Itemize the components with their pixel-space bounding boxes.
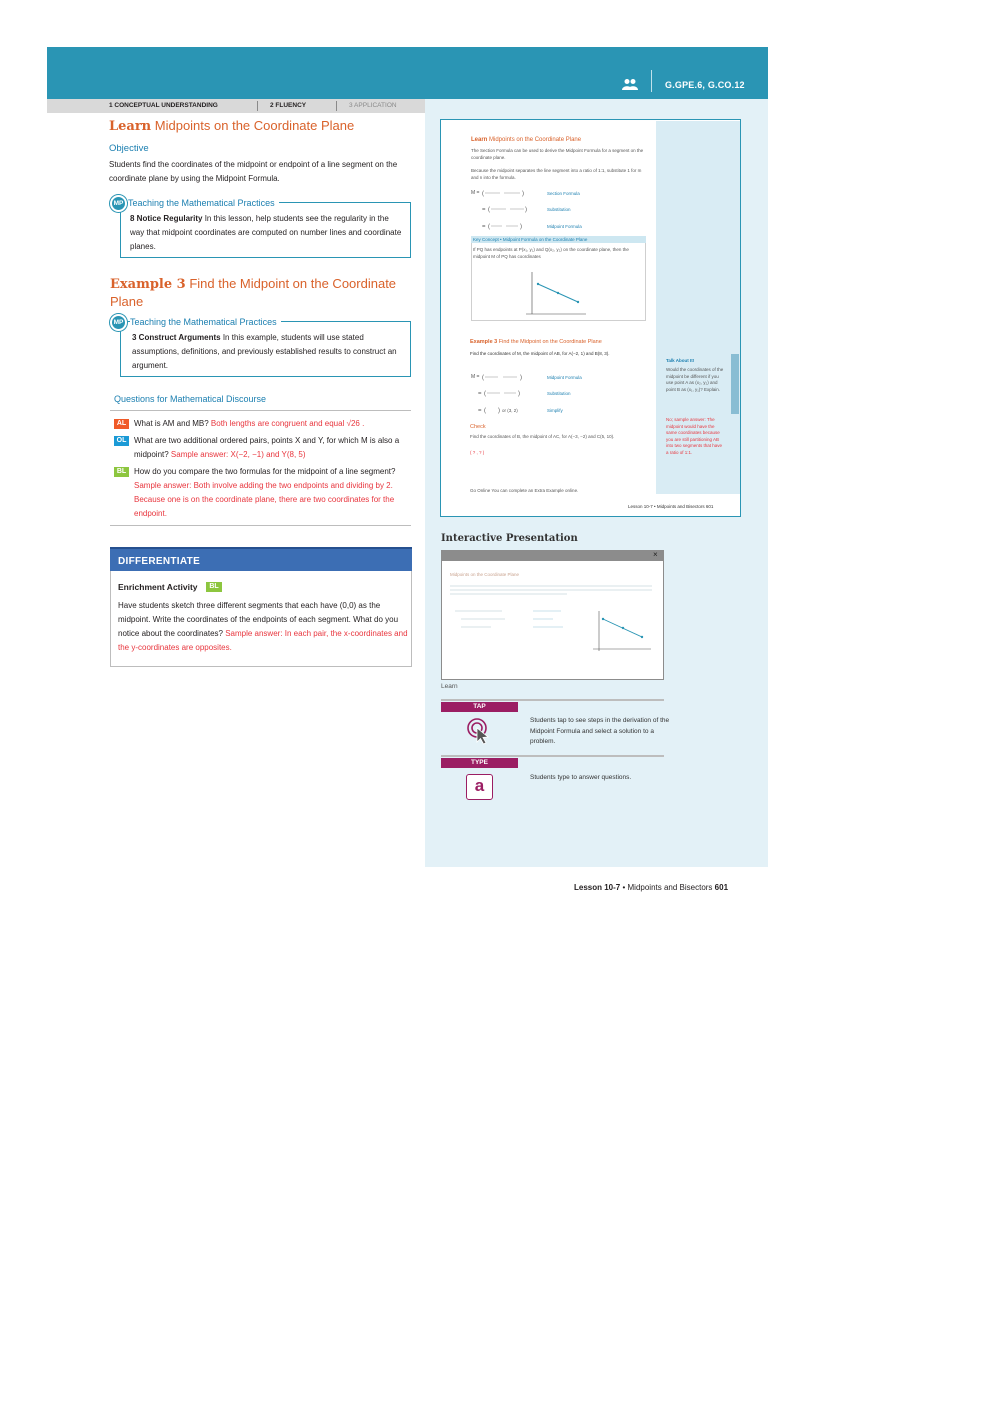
svg-text:(: (: [482, 375, 484, 381]
header-band: [47, 47, 768, 99]
thumb-intro: The Section Formula can be used to derive the Midpoint Formula for a segment on the coordinate plane.: [471, 148, 644, 160]
svg-text:): ): [518, 391, 520, 397]
rigor-bar: [47, 99, 425, 113]
divider: [110, 410, 411, 411]
thumb-step: Section Formula: [547, 191, 580, 196]
mp-title: Teaching the Mathematical Practices: [128, 198, 279, 208]
rigor-divider: [336, 101, 337, 111]
svg-text:M =: M =: [471, 374, 480, 380]
rigor-application: 3 APPLICATION: [349, 102, 397, 109]
tap-cursor-icon: [466, 717, 492, 745]
presentation-screen-title: Midpoints on the Coordinate Plane: [450, 572, 520, 577]
key-concept-text: If PQ has endpoints at P(x₁, y₁) and Q(x₂, y₂) on the coordinate plane, then the midpoint M of PQ has coordinates: [473, 247, 629, 259]
thumb-example-text: Find the coordinates of M, the midpoint of AB, for A(−2, 1) and B(8, 3).: [470, 351, 610, 356]
question-bl: How do you compare the two formulas for the midpoint of a line segment? Sample answer: Both involve adding the two endpoints and dividing by 2. Because one is on the coordinate plane, there are two coordinates for the endpoint.: [134, 467, 396, 518]
svg-text:): ): [498, 408, 500, 414]
questions-title: Questions for Mathematical Discourse: [114, 394, 267, 404]
tap-description: Students tap to see steps in the derivation of the Midpoint Formula and select a solution to a problem.: [530, 717, 670, 745]
people-group-icon: [622, 78, 638, 90]
talk-about-it-answer: No; sample answer: The midpoint would have the same coordinates because you are still partitioning AB into two segments that have a ratio of 1:1.: [666, 417, 723, 455]
level-badge-ol: OL: [114, 436, 129, 446]
example-title: Example 3 Find the Midpoint on the Coordinate Plane: [110, 276, 397, 309]
mp-badge-icon: MP: [110, 314, 127, 331]
objective-text: Students find the coordinates of the midpoint or endpoint of a line segment on the coordinate plane by using the Midpoint Formula.: [109, 160, 398, 183]
mp-title: Teaching the Mathematical Practices: [130, 317, 281, 327]
thumb-coordinate-graph: [520, 270, 590, 318]
objective-heading: Objective: [109, 143, 149, 154]
mp-body: 8 Notice Regularity In this lesson, help students see the regularity in the way that midpoint coordinates are computed on number lines and coordinate planes.: [130, 214, 402, 251]
thumb-step: Midpoint Formula: [547, 375, 582, 380]
thumb-formula-derivation: [470, 186, 550, 234]
thumb-example-title: Example 3 Find the Midpoint on the Coordinate Plane: [470, 339, 602, 345]
interactive-presentation-title: Interactive Presentation: [441, 533, 578, 544]
rigor-fluency: 2 FLUENCY: [270, 102, 307, 109]
differentiate-heading: DIFFERENTIATE: [110, 547, 412, 571]
rigor-conceptual: 1 CONCEPTUAL UNDERSTANDING: [109, 102, 218, 109]
svg-text:(: (: [484, 408, 486, 414]
svg-text:): ): [520, 224, 522, 230]
thumb-footer: Lesson 10-7 • Midpoints and Bisectors 601: [628, 504, 714, 509]
presentation-preview-content: [447, 583, 659, 655]
mp-box-left-rule: [120, 329, 121, 377]
differentiate-text: Have students sketch three different segments that each have (0,0) as the midpoint. Write the coordinates of the endpoints of each segment. What do you notice about the coordinates? Sample answer: In each pair, the x-coordinates and the y-coordinates are opposites.: [118, 601, 408, 652]
thumbnail-scroll-bar: [731, 354, 739, 414]
svg-text:(: (: [484, 391, 486, 397]
svg-text:=: =: [478, 391, 482, 397]
rigor-divider: [257, 101, 258, 111]
svg-text:(: (: [488, 207, 490, 213]
learn-title: Learn Midpoints on the Coordinate Plane: [109, 118, 355, 134]
thumb-because: Because the midpoint separates the line segment into a ratio of 1:1, substitute 1 for m and n into the formula.: [471, 168, 642, 180]
divider: [441, 699, 664, 701]
thumb-step: Substitution: [547, 207, 571, 212]
mp-body: 3 Construct Arguments In this example, students will use stated assumptions, definitions, and previously established results to construct an argument.: [132, 333, 397, 370]
level-badge-al: AL: [114, 419, 129, 429]
close-icon[interactable]: ×: [653, 550, 658, 559]
tap-tag: TAP: [441, 702, 518, 712]
divider: [110, 525, 411, 526]
thumb-check-text: Find the coordinates of B, the midpoint of AC, for A(−3, −2) and C(5, 10).: [470, 434, 615, 439]
thumb-step: Midpoint Formula: [547, 224, 582, 229]
header-divider: [651, 70, 652, 92]
learn-label: Learn: [441, 683, 458, 690]
type-tag: TYPE: [441, 758, 518, 768]
svg-text:): ): [520, 375, 522, 381]
level-badge-bl: BL: [206, 582, 222, 592]
level-badge-bl: BL: [114, 467, 129, 477]
svg-text:or (3, 2): or (3, 2): [502, 408, 518, 413]
standards-label: G.GPE.6, G.CO.12: [665, 80, 745, 90]
question-ol: What are two additional ordered pairs, points X and Y, for which M is also a midpoint? Sample answer: X(−2, −1) and Y(8, 5): [134, 436, 400, 459]
thumb-example-work: [470, 368, 545, 416]
svg-text:(: (: [482, 191, 484, 197]
svg-text:=: =: [482, 224, 486, 230]
mp-badge-icon: MP: [110, 195, 127, 212]
thumb-learn-title: Learn Midpoints on the Coordinate Plane: [471, 137, 582, 143]
svg-text:): ): [525, 207, 527, 213]
svg-text:(: (: [488, 224, 490, 230]
thumb-step: Simplify: [547, 408, 563, 413]
key-concept-title: Key Concept • Midpoint Formula on the Coordinate Plane: [473, 237, 588, 242]
talk-about-it-title: Talk About It!: [666, 358, 695, 363]
divider: [441, 755, 664, 757]
type-description: Students type to answer questions.: [530, 774, 632, 781]
svg-text:=: =: [482, 207, 486, 213]
svg-text:=: =: [478, 408, 482, 414]
type-text-icon: a: [466, 774, 493, 800]
svg-text:M =: M =: [471, 190, 480, 196]
talk-about-it-text: Would the coordinates of the midpoint be different if you use point A as (x₂, y₂) and point B as (x₁, y₁)? Explain.: [666, 367, 724, 392]
enrichment-activity-label: Enrichment Activity: [118, 582, 198, 592]
question-al: What is AM and MB? Both lengths are congruent and equal √26 .: [134, 419, 365, 428]
thumb-check-blank: ( ? , ? ): [470, 450, 485, 455]
page-footer: Lesson 10-7 • Midpoints and Bisectors 601: [574, 883, 729, 892]
svg-text:): ): [522, 191, 524, 197]
presentation-title-bar: [441, 550, 664, 561]
thumb-check-heading: Check: [470, 424, 486, 430]
thumb-go-online: Go Online You can complete an Extra Example online.: [470, 488, 579, 493]
thumb-step: Substitution: [547, 391, 571, 396]
mp-box-left-rule: [120, 210, 121, 258]
